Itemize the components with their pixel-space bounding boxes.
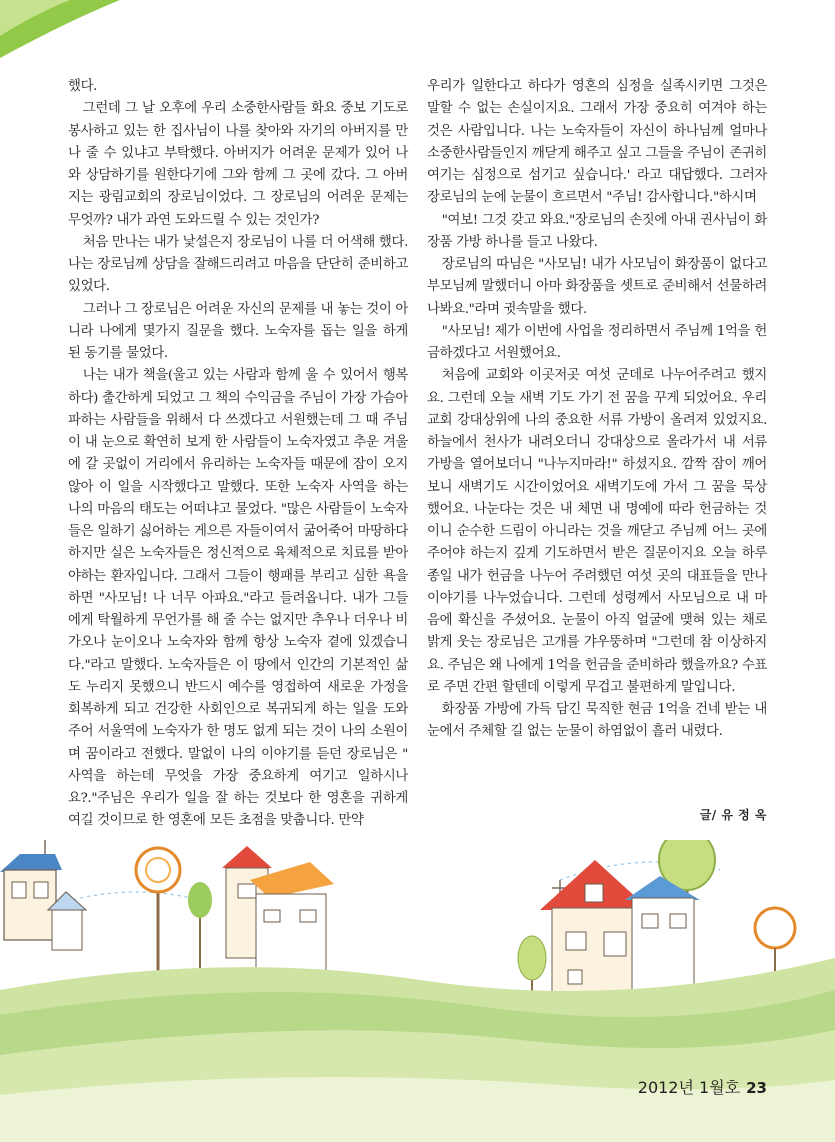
author-byline: 글/ 유 정 옥 [699,808,767,822]
page-number: 23 [746,1079,767,1097]
issue-label: 2012년 1월호 [637,1078,741,1097]
paragraph: "사모님! 제가 이번에 사업을 정리하면서 주님께 1억을 헌금하겠다고 서원했어요. [427,323,767,361]
paragraph: 그런데 그 날 오후에 우리 소중한사람들 화요 중보 기도로 봉사하고 있는 한 집사님이 나를 찾아와 자기의 아버지를 만나 줄 수 있냐고 부탁했다. 아버지가 어려운 문제가 있어 나와 상담하기를 원한다기에 그와 함께 그 곳에 갔다. 그 아버지는 광림교회의 장로님이었다. 그 장로님의 어려운 문제는 무엇까? 내가 과연 도와드릴 수 있는 것인가? [68,101,408,228]
article-column-right [427,76,767,744]
corner-leaf-decoration [0,0,130,60]
page-footer [638,1075,767,1098]
tree-left [136,848,180,980]
paragraph: 장로님의 따님은 "사모님! 내가 사모님이 화장품이 없다고 부모님께 말했더니 아마 화장품을 셋트로 준비해서 선물하려나봐요."라며 귓속말을 했다. [427,257,767,317]
paragraph: 나는 내가 책을(울고 있는 사람과 함께 울 수 있어서 행복하다) 출간하게 되었고 그 책의 수익금을 주님이 가장 가슴아파하는 사람들을 위해서 다 쓰겠다고 서원했는데 그 때 주님이 내 눈으로 확연히 보게 한 사람들이 노숙자였고 추운 겨울에 갈 곳없이 거리에서 유리하는 노숙자들 때문에 잠이 오지않아 이 일을 시작했다고 말했다. 또한 노숙자 사역을 하는 나의 마음의 태도는 어떠냐고 물었다. "많은 사람들이 노숙자들은 일하기 싫어하는 게으른 자들이여서 굶어죽어 마땅하다 하지만 실은 노숙자들은 정신적으로 육체적으로 치료를 받아야하는 환자입니다. 그래서 그들이 행패를 부리고 심한 욕을 하면 "사모님! 나 너무 아파요."라고 들려옵니다. 내가 그들에게 탁월하게 무언가를 해 줄 수는 없지만 추우나 더우나 비가오나 눈이오나 노숙자와 함께 항상 노숙자 곁에 있겠습니다."라고 말했다. 노숙자들은 이 땅에서 인간의 기본적인 삶도 누리지 못했으니 반드시 예수를 영접하여 새로운 가정을 회복하게 되고 건강한 사회인으로 복귀되게 하는 일을 도와주어 서울역에 노숙자가 한 명도 없게 되는 것이 나의 소원이며 꿈이라고 전했다. 말없이 나의 이야기를 듣던 장로님은 " 사역을 하는데 무엇을 가장 중요하게 여기고 일하시나요?."주님은 우리가 일을 잘 하는 것보다 한 영혼을 귀하게 여길 것이므로 한 영혼에 모든 초점을 맞춥니다. 만약 [68,368,408,829]
paragraph: 처음 만나는 내가 낯설은지 장로님이 나를 더 어색해 했다. 나는 장로님께 상담을 잘해드리려고 마음을 단단히 준비하고 있었다. [68,234,408,295]
paragraph: 우리가 일한다고 하다가 영혼의 심정을 실족시키면 그것은 말할 수 없는 손실이지요. 그래서 가장 중요히 여겨야 하는 것은 사람입니다. 나는 노숙자들이 자신이 하나님께 얼마나 소중한사람들인지 깨닫게 해주고 싶고 그들을 주님이 존귀히 여기는 심정으로 섬기고 싶습니다.' 라고 대답했다. 그러자 장로님의 눈에 눈물이 흐르면서 "주님! 감사합니다."하시며 [427,79,767,206]
article-column-left [68,76,408,833]
house-mid-orange [250,862,334,974]
paragraph: 화장품 가방에 가득 담긴 묵직한 현금 1억을 건네 받는 내 눈에서 주체할 길 없는 눈물이 하염없이 흘러 내렸다. [427,702,767,740]
paragraph: 했다. [68,79,98,94]
paragraph: "여보! 그것 갖고 와요."장로님의 손짓에 아내 권사님이 화장품 가방 하나를 들고 나왔다. [427,212,767,250]
paragraph: 그러나 그 장로님은 어려운 자신의 문제를 내 놓는 것이 아니라 나에게 몇가지 질문을 했다. 노숙자를 돕는 일을 하게 된 동기를 물었다. [68,301,408,361]
paragraph: 처음에 교회와 이곳저곳 여섯 군데로 나누어주려고 했지요. 그런데 오늘 새벽 기도 가기 전 꿈을 꾸게 되었어요. 우리 교회 강대상위에 나의 중요한 서류 가방이 올려져 있었지요. 하늘에서 천사가 내려오더니 강대상으로 올라가서 내 서류 가방을 열어보더니 "나누지마라!" 하셨지요. 깜짝 잠이 깨어 보니 새벽기도 시간이었어요 새벽기도에 가서 그 꿈을 묵상했어요. 나눈다는 것은 내 체면 내 명예에 따라 헌금하는 것이니 순수한 드림이 아니라는 것을 깨닫고 주님께 어느 곳에 주어야 하는지 깊게 기도하면서 받은 질문이지요 오늘 하루 종일 내가 헌금을 나누어 주려했던 여섯 곳의 대표들을 만나 이야기를 나누었습니다. 그런데 성령께서 사모님으로 내 마음에 확신을 주셨어요. 눈물이 아직 얼굴에 맺혀 있는 채로 밝게 웃는 장로님은 고개를 갸우뚱하며 "그런데 참 이상하지요. 주님은 왜 나에게 1억을 헌금을 준비하라 했을까요? 수표로 주면 간편 할텐데 이렇게 무겁고 불편하게 말입니다. [427,368,767,695]
